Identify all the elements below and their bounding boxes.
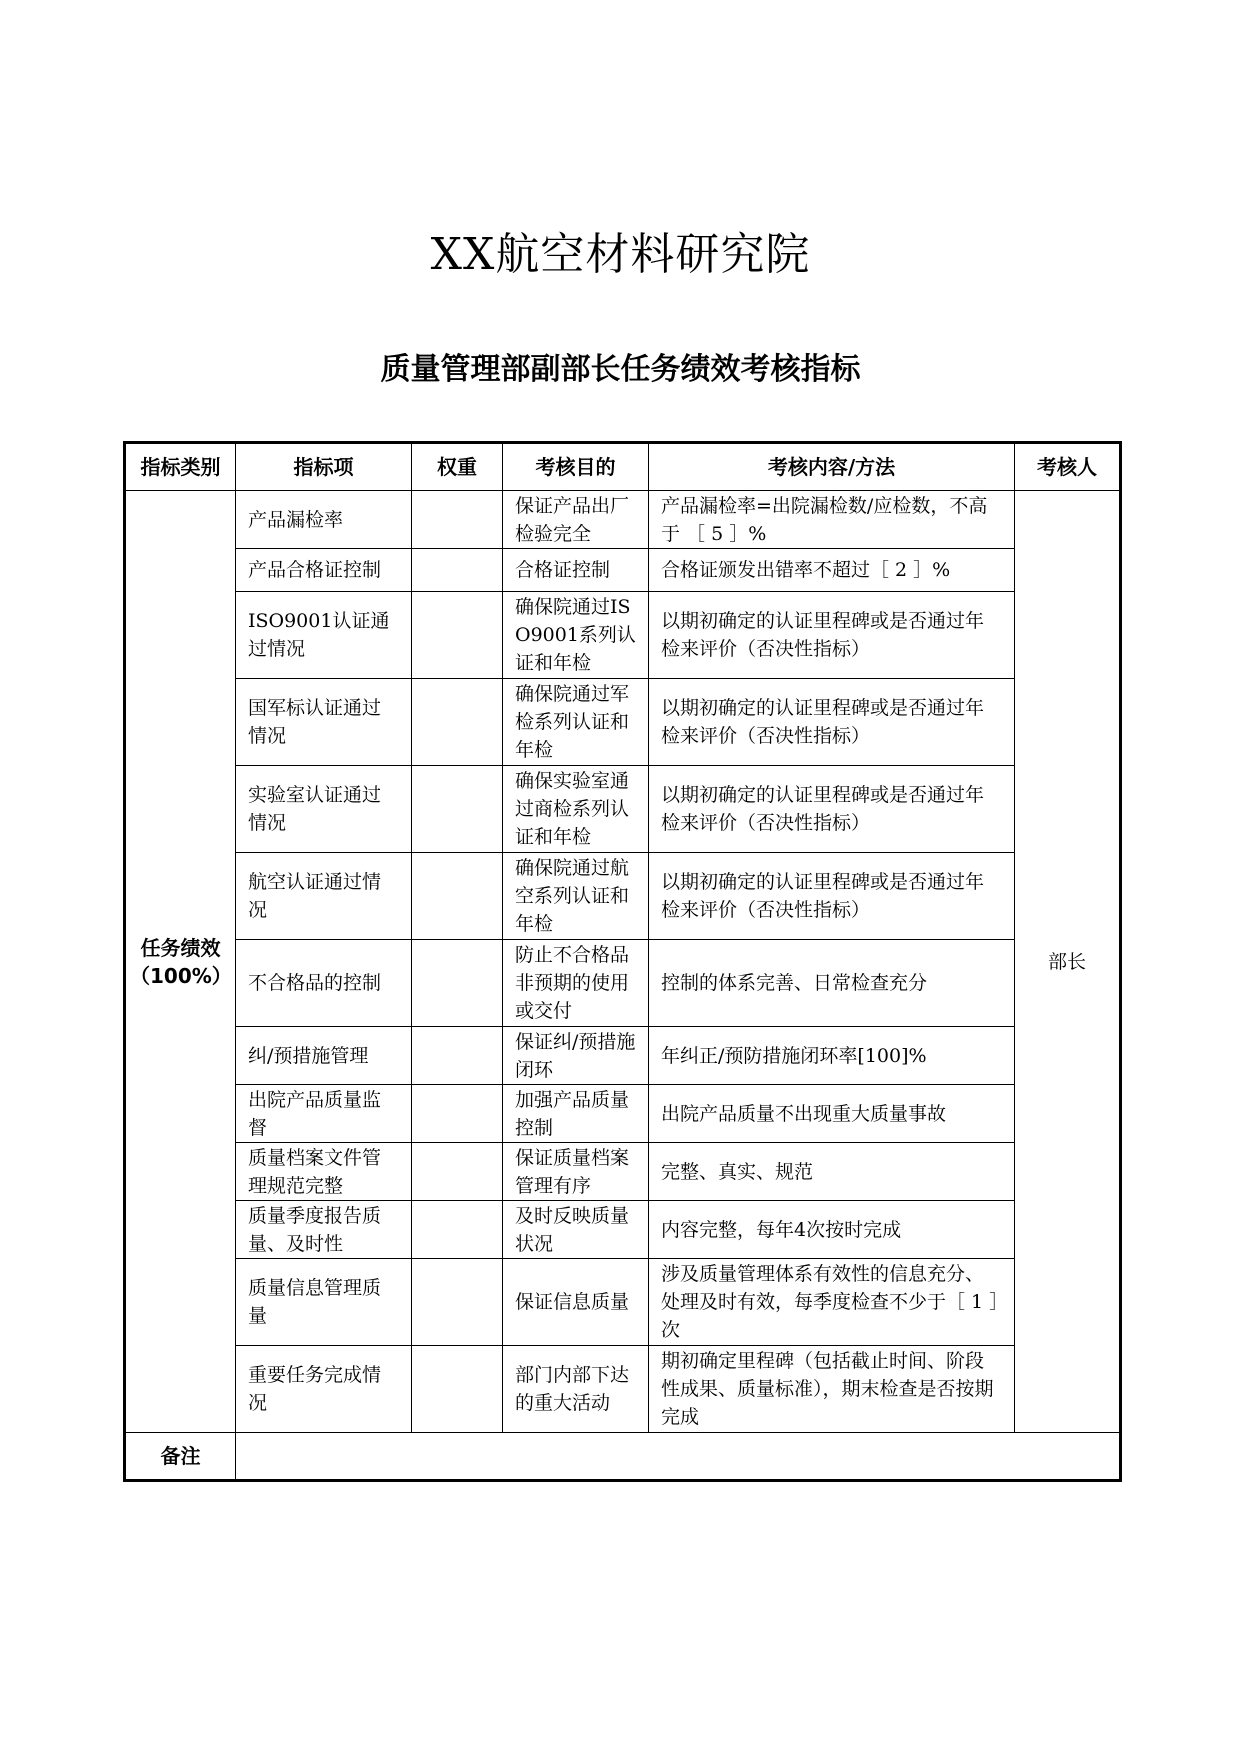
weight-cell [412, 1085, 503, 1143]
method-cell: 涉及质量管理体系有效性的信息充分、处理及时有效，每季度检查不少于［ 1 ］次 [649, 1259, 1015, 1346]
item-cell: 国军标认证通过情况 [236, 679, 412, 766]
kpi-table [123, 441, 1122, 1482]
method-cell: 产品漏检率=出院漏检数/应检数，不高于 ［ 5 ］% [649, 491, 1015, 549]
table-row [125, 1201, 1121, 1259]
category-weight: （100%） [130, 963, 232, 988]
reviewer-cell: 部长 [1015, 491, 1121, 1433]
header-purpose: 考核目的 [503, 443, 649, 491]
purpose-cell: 合格证控制 [503, 549, 649, 592]
method-cell: 以期初确定的认证里程碑或是否通过年检来评价（否决性指标） [649, 766, 1015, 853]
item-cell: 纠/预措施管理 [236, 1027, 412, 1085]
weight-cell [412, 491, 503, 549]
weight-cell [412, 1201, 503, 1259]
method-cell: 控制的体系完善、日常检查充分 [649, 940, 1015, 1027]
weight-cell [412, 549, 503, 592]
header-weight: 权重 [412, 443, 503, 491]
item-cell: 质量季度报告质量、及时性 [236, 1201, 412, 1259]
purpose-cell: 防止不合格品非预期的使用或交付 [503, 940, 649, 1027]
purpose-cell: 加强产品质量控制 [503, 1085, 649, 1143]
method-cell: 内容完整，每年4次按时完成 [649, 1201, 1015, 1259]
category-name: 任务绩效 [140, 935, 221, 960]
purpose-cell: 保证产品出厂检验完全 [503, 491, 649, 549]
table-row [125, 1027, 1121, 1085]
weight-cell [412, 1027, 503, 1085]
item-cell: 质量信息管理质量 [236, 1259, 412, 1346]
note-row [125, 1433, 1121, 1481]
organization-title: XX航空材料研究院 [430, 229, 811, 280]
method-cell: 完整、真实、规范 [649, 1143, 1015, 1201]
item-cell: 重要任务完成情况 [236, 1346, 412, 1433]
method-cell: 合格证颁发出错率不超过［ 2 ］% [649, 549, 1015, 592]
header-item: 指标项 [236, 443, 412, 491]
purpose-cell: 保证纠/预措施闭环 [503, 1027, 649, 1085]
weight-cell [412, 1143, 503, 1201]
table-row [125, 592, 1121, 679]
purpose-cell: 确保院通过ISO9001系列认证和年检 [503, 592, 649, 679]
purpose-cell: 保证信息质量 [503, 1259, 649, 1346]
header-reviewer: 考核人 [1015, 443, 1121, 491]
purpose-cell: 确保实验室通过商检系列认证和年检 [503, 766, 649, 853]
table-row [125, 549, 1121, 592]
table-row [125, 679, 1121, 766]
purpose-cell: 部门内部下达的重大活动 [503, 1346, 649, 1433]
weight-cell [412, 1259, 503, 1346]
weight-cell [412, 940, 503, 1027]
table-row [125, 491, 1121, 549]
category-cell [125, 491, 236, 1433]
table-row [125, 940, 1121, 1027]
item-cell: 质量档案文件管理规范完整 [236, 1143, 412, 1201]
table-row [125, 853, 1121, 940]
header-method: 考核内容/方法 [649, 443, 1015, 491]
item-cell: 不合格品的控制 [236, 940, 412, 1027]
purpose-cell: 确保院通过航空系列认证和年检 [503, 853, 649, 940]
item-cell: 产品合格证控制 [236, 549, 412, 592]
method-cell: 以期初确定的认证里程碑或是否通过年检来评价（否决性指标） [649, 679, 1015, 766]
header-category: 指标类别 [125, 443, 236, 491]
weight-cell [412, 766, 503, 853]
weight-cell [412, 1346, 503, 1433]
purpose-cell: 确保院通过军检系列认证和年检 [503, 679, 649, 766]
purpose-cell: 及时反映质量状况 [503, 1201, 649, 1259]
purpose-cell: 保证质量档案管理有序 [503, 1143, 649, 1201]
weight-cell [412, 853, 503, 940]
method-cell: 以期初确定的认证里程碑或是否通过年检来评价（否决性指标） [649, 592, 1015, 679]
item-cell: 实验室认证通过情况 [236, 766, 412, 853]
note-value [236, 1433, 1121, 1481]
note-label: 备注 [125, 1433, 236, 1481]
document-title: 质量管理部副部长任务绩效考核指标 [380, 352, 861, 387]
table-row [125, 1259, 1121, 1346]
method-cell: 以期初确定的认证里程碑或是否通过年检来评价（否决性指标） [649, 853, 1015, 940]
item-cell: 出院产品质量监督 [236, 1085, 412, 1143]
method-cell: 年纠正/预防措施闭环率[100]% [649, 1027, 1015, 1085]
item-cell: ISO9001认证通过情况 [236, 592, 412, 679]
method-cell: 出院产品质量不出现重大质量事故 [649, 1085, 1015, 1143]
table-row [125, 1346, 1121, 1433]
table-row [125, 1143, 1121, 1201]
table-row [125, 1085, 1121, 1143]
table-row [125, 766, 1121, 853]
method-cell: 期初确定里程碑（包括截止时间、阶段性成果、质量标准），期末检查是否按期完成 [649, 1346, 1015, 1433]
table-header-row [125, 443, 1121, 491]
weight-cell [412, 679, 503, 766]
weight-cell [412, 592, 503, 679]
item-cell: 航空认证通过情况 [236, 853, 412, 940]
item-cell: 产品漏检率 [236, 491, 412, 549]
